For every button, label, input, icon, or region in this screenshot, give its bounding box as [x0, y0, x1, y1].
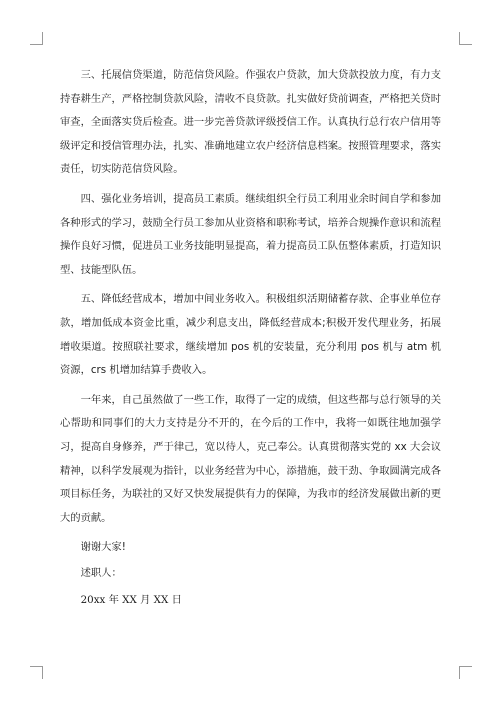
crop-mark-top-right [459, 32, 472, 45]
paragraph-reduce-costs: 五、降低经营成本，增加中间业务收入。积极组织活期储蓄存款、企事业单位存款，增加低成本资金比重，减少利息支出，降低经营成本;积极开发代理业务，拓展增收渠道。按照联社要求，继续增加 pos 机的安装量，充分利用 pos 机与 atm 机资源，crs 机增加结算手费收入。 [60, 293, 441, 377]
crop-mark-bottom-left [30, 666, 43, 679]
document-date: 20xx 年 XX 月 XX 日 [80, 594, 182, 607]
closing-thanks: 谢谢大家! [80, 541, 126, 554]
document-body [60, 64, 441, 613]
crop-mark-top-left [30, 32, 43, 45]
paragraph-staff-training: 四、强化业务培训，提高员工素质。继续组织全行员工利用业余时间自学和参加各种形式的学习，鼓励全行员工参加从业资格和职称考试，培养合规操作意识和流程操作良好习惯，促进员工业务技能明显提高，着力提高员工队伍整体素质，打造知识型、技能型队伍。 [60, 192, 441, 276]
crop-mark-bottom-right [459, 666, 472, 679]
paragraph-credit-channels: 三、托展信贷渠道，防范信贷风险。作强农户贷款，加大贷款投放力度，有力支持春耕生产，严格控制贷款风险，清收不良贷款。扎实做好贷前调查，严格把关贷时审查，全面落实贷后检查。进一步完善贷款评级授信工作。认真执行总行农户信用等级评定和授信管理办法，扎实、准确地建立农户经济信息档案。按照管理要求，落实责任，切实防范信贷风险。 [60, 69, 441, 176]
paragraph-summary: 一年来，自己虽然做了一些工作，取得了一定的成绩，但这些都与总行领导的关心帮助和同事们的大力支持是分不开的，在今后的工作中，我将一如既往地加强学习，提高自身修养，严于律己，宽以待人，克己奉公。认真贯彻落实党的 xx 大会议精神，以科学发展观为指针，以业务经营为中心，添措施，鼓干劲、争取圆满完成各项目标任务，为联社的又好又快发展提供有力的保障，为我市的经济发展做出新的更大的贡献。 [60, 393, 441, 524]
signature-label: 述职人： [80, 566, 122, 579]
